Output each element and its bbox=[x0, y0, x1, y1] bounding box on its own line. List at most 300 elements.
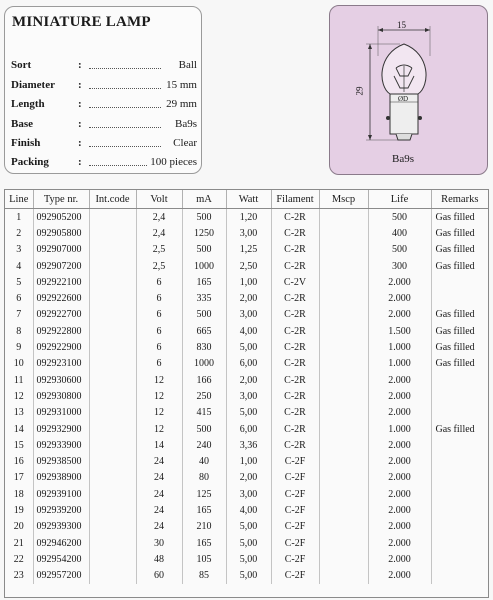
cell-intcode bbox=[89, 290, 136, 306]
cell-mscp bbox=[319, 470, 368, 486]
cell-volt: 6 bbox=[136, 290, 182, 306]
spec-colon: : bbox=[78, 79, 82, 91]
cell-type: 092905200 bbox=[33, 209, 89, 226]
cell-watt: 5,00 bbox=[226, 535, 271, 551]
table-row bbox=[5, 535, 488, 551]
cell-volt: 24 bbox=[136, 519, 182, 535]
cell-ma: 165 bbox=[182, 502, 226, 518]
cell-mscp bbox=[319, 339, 368, 355]
cell-watt: 1,25 bbox=[226, 242, 271, 258]
cell-type: 092939200 bbox=[33, 502, 89, 518]
cell-mscp bbox=[319, 323, 368, 339]
cell-watt: 3,00 bbox=[226, 307, 271, 323]
arrow-icon bbox=[425, 28, 430, 32]
cell-ma: 415 bbox=[182, 405, 226, 421]
cell-filament: C-2R bbox=[271, 323, 319, 339]
table-row bbox=[5, 502, 488, 518]
cell-life: 2.000 bbox=[368, 307, 431, 323]
cell-filament: C-2R bbox=[271, 225, 319, 241]
cell-mscp bbox=[319, 535, 368, 551]
cell-ma: 500 bbox=[182, 242, 226, 258]
spec-colon: : bbox=[78, 59, 82, 71]
spec-row-length bbox=[11, 98, 201, 116]
cell-filament: C-2F bbox=[271, 551, 319, 567]
cell-remarks: Gas filled bbox=[435, 342, 475, 354]
cell-type: 092922700 bbox=[33, 307, 89, 323]
cell-intcode bbox=[89, 209, 136, 226]
cell-watt: 1,00 bbox=[226, 274, 271, 290]
spec-row-diameter bbox=[11, 79, 201, 97]
table-row bbox=[5, 372, 488, 388]
cell-type: 092946200 bbox=[33, 535, 89, 551]
cell-life: 1.500 bbox=[368, 323, 431, 339]
cell-life: 2.000 bbox=[368, 470, 431, 486]
cell-type: 092932900 bbox=[33, 421, 89, 437]
cell-remarks bbox=[431, 568, 488, 584]
arrow-icon bbox=[368, 135, 372, 140]
cell-filament: C-2R bbox=[271, 405, 319, 421]
column-header: Remarks bbox=[431, 190, 488, 209]
column-header: Int.code bbox=[89, 190, 136, 209]
cell-volt: 24 bbox=[136, 502, 182, 518]
cell-volt: 12 bbox=[136, 372, 182, 388]
cell-type: 092922600 bbox=[33, 290, 89, 306]
cell-line: 13 bbox=[5, 405, 33, 421]
cell-mscp bbox=[319, 274, 368, 290]
cell-type: 092939100 bbox=[33, 486, 89, 502]
base-contact bbox=[396, 134, 412, 140]
cell-remarks: Gas filled bbox=[435, 309, 475, 321]
cell-line: 6 bbox=[5, 290, 33, 306]
table-row bbox=[5, 470, 488, 486]
spec-row-base bbox=[11, 118, 201, 136]
cell-intcode bbox=[89, 405, 136, 421]
cell-volt: 24 bbox=[136, 453, 182, 469]
cell-mscp bbox=[319, 356, 368, 372]
cell-line: 12 bbox=[5, 388, 33, 404]
cell-remarks: Gas filled bbox=[435, 227, 475, 239]
cell-intcode bbox=[89, 274, 136, 290]
cell-remarks: Gas filled bbox=[435, 325, 475, 337]
table-row bbox=[5, 437, 488, 453]
diameter-label: ØD bbox=[398, 95, 409, 103]
cell-volt: 2,4 bbox=[136, 225, 182, 241]
lamp-table bbox=[4, 189, 489, 598]
cell-intcode bbox=[89, 502, 136, 518]
cell-line: 23 bbox=[5, 568, 33, 584]
cell-line: 1 bbox=[5, 209, 33, 226]
cell-volt: 48 bbox=[136, 551, 182, 567]
cell-type: 092933900 bbox=[33, 437, 89, 453]
spec-value: Ball bbox=[178, 59, 197, 71]
cell-type: 092954200 bbox=[33, 551, 89, 567]
cell-remarks bbox=[431, 290, 488, 306]
column-header: Volt bbox=[136, 190, 182, 209]
spec-label: Diameter bbox=[11, 79, 55, 91]
cell-watt: 1,00 bbox=[226, 453, 271, 469]
cell-watt: 1,20 bbox=[226, 209, 271, 226]
cell-type: 092907200 bbox=[33, 258, 89, 274]
cell-line: 22 bbox=[5, 551, 33, 567]
cell-filament: C-2R bbox=[271, 290, 319, 306]
cell-intcode bbox=[89, 453, 136, 469]
cell-intcode bbox=[89, 421, 136, 437]
cell-remarks bbox=[431, 372, 488, 388]
spec-label: Finish bbox=[11, 137, 41, 149]
cell-line: 15 bbox=[5, 437, 33, 453]
table-row bbox=[5, 307, 488, 323]
base-type-label: Ba9s bbox=[392, 153, 414, 165]
cell-mscp bbox=[319, 242, 368, 258]
cell-remarks: Gas filled bbox=[435, 260, 475, 272]
cell-mscp bbox=[319, 421, 368, 437]
cell-type: 092930800 bbox=[33, 388, 89, 404]
cell-watt: 3,00 bbox=[226, 225, 271, 241]
cell-filament: C-2F bbox=[271, 535, 319, 551]
cell-line: 16 bbox=[5, 453, 33, 469]
arrow-icon bbox=[368, 44, 372, 49]
cell-mscp bbox=[319, 486, 368, 502]
cell-ma: 335 bbox=[182, 290, 226, 306]
cell-type: 092905800 bbox=[33, 225, 89, 241]
cell-watt: 3,00 bbox=[226, 388, 271, 404]
cell-volt: 6 bbox=[136, 339, 182, 355]
cell-type: 092930600 bbox=[33, 372, 89, 388]
table-row bbox=[5, 339, 488, 355]
spec-label: Sort bbox=[11, 59, 32, 71]
cell-ma: 210 bbox=[182, 519, 226, 535]
cell-volt: 24 bbox=[136, 486, 182, 502]
cell-remarks bbox=[431, 486, 488, 502]
cell-volt: 12 bbox=[136, 388, 182, 404]
cell-ma: 665 bbox=[182, 323, 226, 339]
cell-remarks bbox=[431, 519, 488, 535]
cell-intcode bbox=[89, 339, 136, 355]
column-header: Mscp bbox=[319, 190, 368, 209]
cell-life: 2.000 bbox=[368, 535, 431, 551]
table-row bbox=[5, 258, 488, 274]
cell-intcode bbox=[89, 307, 136, 323]
cell-remarks: Gas filled bbox=[435, 358, 475, 370]
spec-colon: : bbox=[78, 156, 82, 168]
spec-label: Packing bbox=[11, 156, 49, 168]
column-header: Life bbox=[368, 190, 431, 209]
cell-ma: 500 bbox=[182, 209, 226, 226]
cell-intcode bbox=[89, 323, 136, 339]
cell-intcode bbox=[89, 551, 136, 567]
cell-watt: 5,00 bbox=[226, 519, 271, 535]
table-row bbox=[5, 356, 488, 372]
cell-ma: 240 bbox=[182, 437, 226, 453]
spec-colon: : bbox=[78, 137, 82, 149]
table-row bbox=[5, 225, 488, 241]
cell-line: 14 bbox=[5, 421, 33, 437]
cell-remarks: Gas filled bbox=[435, 423, 475, 435]
spec-value: Ba9s bbox=[175, 118, 197, 130]
cell-filament: C-2R bbox=[271, 437, 319, 453]
cell-remarks bbox=[431, 470, 488, 486]
spec-row-finish bbox=[11, 137, 201, 155]
bayonet-pin bbox=[418, 116, 422, 120]
cell-ma: 500 bbox=[182, 307, 226, 323]
cell-ma: 165 bbox=[182, 535, 226, 551]
cell-line: 8 bbox=[5, 323, 33, 339]
cell-mscp bbox=[319, 225, 368, 241]
cell-ma: 830 bbox=[182, 339, 226, 355]
cell-filament: C-2V bbox=[271, 274, 319, 290]
cell-type: 092931000 bbox=[33, 405, 89, 421]
cell-intcode bbox=[89, 388, 136, 404]
cell-watt: 4,00 bbox=[226, 502, 271, 518]
cell-filament: C-2R bbox=[271, 209, 319, 226]
cell-remarks bbox=[431, 405, 488, 421]
cell-volt: 6 bbox=[136, 356, 182, 372]
spec-value: 100 pieces bbox=[150, 156, 197, 168]
column-header: Type nr. bbox=[33, 190, 89, 209]
column-header: Watt bbox=[226, 190, 271, 209]
cell-line: 3 bbox=[5, 242, 33, 258]
cell-mscp bbox=[319, 551, 368, 567]
cell-intcode bbox=[89, 258, 136, 274]
width-label: 15 bbox=[397, 20, 406, 30]
spec-colon: : bbox=[78, 98, 82, 110]
spec-card bbox=[4, 6, 202, 174]
cell-ma: 250 bbox=[182, 388, 226, 404]
cell-volt: 6 bbox=[136, 307, 182, 323]
spec-value: 15 mm bbox=[166, 79, 197, 91]
cell-filament: C-2R bbox=[271, 421, 319, 437]
cell-life: 2.000 bbox=[368, 453, 431, 469]
cell-watt: 6,00 bbox=[226, 356, 271, 372]
cell-type: 092907000 bbox=[33, 242, 89, 258]
cell-line: 2 bbox=[5, 225, 33, 241]
lamp-diagram-card bbox=[329, 5, 488, 175]
cell-life: 2.000 bbox=[368, 290, 431, 306]
table-row bbox=[5, 453, 488, 469]
cell-volt: 12 bbox=[136, 421, 182, 437]
cell-watt: 2,00 bbox=[226, 290, 271, 306]
cell-mscp bbox=[319, 307, 368, 323]
cell-life: 2.000 bbox=[368, 568, 431, 584]
cell-volt: 60 bbox=[136, 568, 182, 584]
cell-watt: 3,36 bbox=[226, 437, 271, 453]
cell-life: 2.000 bbox=[368, 486, 431, 502]
column-header: Filament bbox=[271, 190, 319, 209]
cell-line: 20 bbox=[5, 519, 33, 535]
cell-type: 092939300 bbox=[33, 519, 89, 535]
cell-volt: 24 bbox=[136, 470, 182, 486]
cell-mscp bbox=[319, 437, 368, 453]
cell-line: 9 bbox=[5, 339, 33, 355]
height-label: 29 bbox=[354, 86, 365, 96]
cell-ma: 125 bbox=[182, 486, 226, 502]
cell-watt: 2,00 bbox=[226, 470, 271, 486]
column-header: mA bbox=[182, 190, 226, 209]
cell-intcode bbox=[89, 225, 136, 241]
cell-filament: C-2R bbox=[271, 388, 319, 404]
cell-life: 2.000 bbox=[368, 519, 431, 535]
cell-life: 2.000 bbox=[368, 274, 431, 290]
table-row bbox=[5, 568, 488, 584]
cell-filament: C-2R bbox=[271, 356, 319, 372]
cell-watt: 6,00 bbox=[226, 421, 271, 437]
table-row bbox=[5, 551, 488, 567]
cell-watt: 5,00 bbox=[226, 405, 271, 421]
cell-line: 17 bbox=[5, 470, 33, 486]
cell-life: 2.000 bbox=[368, 502, 431, 518]
cell-filament: C-2F bbox=[271, 453, 319, 469]
cell-volt: 30 bbox=[136, 535, 182, 551]
cell-mscp bbox=[319, 519, 368, 535]
spec-colon: : bbox=[78, 118, 82, 130]
cell-remarks bbox=[431, 502, 488, 518]
table-row bbox=[5, 421, 488, 437]
cell-intcode bbox=[89, 535, 136, 551]
table-row bbox=[5, 209, 488, 226]
cell-filament: C-2R bbox=[271, 258, 319, 274]
cell-line: 19 bbox=[5, 502, 33, 518]
cell-ma: 500 bbox=[182, 421, 226, 437]
cell-type: 092938900 bbox=[33, 470, 89, 486]
spec-row-sort bbox=[11, 59, 201, 77]
cell-line: 4 bbox=[5, 258, 33, 274]
cell-filament: C-2R bbox=[271, 242, 319, 258]
cell-line: 7 bbox=[5, 307, 33, 323]
cell-volt: 2,5 bbox=[136, 242, 182, 258]
cell-remarks bbox=[431, 437, 488, 453]
spec-row-packing bbox=[11, 156, 201, 174]
table-row bbox=[5, 323, 488, 339]
cell-type: 092922900 bbox=[33, 339, 89, 355]
spec-value: 29 mm bbox=[166, 98, 197, 110]
cell-mscp bbox=[319, 209, 368, 226]
cell-mscp bbox=[319, 405, 368, 421]
cell-filament: C-2R bbox=[271, 372, 319, 388]
cell-volt: 14 bbox=[136, 437, 182, 453]
cell-ma: 165 bbox=[182, 274, 226, 290]
cell-filament: C-2F bbox=[271, 519, 319, 535]
cell-filament: C-2F bbox=[271, 486, 319, 502]
bayonet-pin bbox=[386, 116, 390, 120]
cell-ma: 105 bbox=[182, 551, 226, 567]
cell-mscp bbox=[319, 258, 368, 274]
cell-mscp bbox=[319, 372, 368, 388]
cell-life: 1.000 bbox=[368, 356, 431, 372]
cell-life: 2.000 bbox=[368, 372, 431, 388]
cell-ma: 1250 bbox=[182, 225, 226, 241]
cell-line: 10 bbox=[5, 356, 33, 372]
cell-mscp bbox=[319, 453, 368, 469]
cell-type: 092957200 bbox=[33, 568, 89, 584]
table-row bbox=[5, 290, 488, 306]
arrow-icon bbox=[378, 28, 383, 32]
cell-life: 2.000 bbox=[368, 437, 431, 453]
cell-intcode bbox=[89, 372, 136, 388]
cell-intcode bbox=[89, 486, 136, 502]
cell-intcode bbox=[89, 242, 136, 258]
cell-line: 11 bbox=[5, 372, 33, 388]
cell-remarks bbox=[431, 535, 488, 551]
cell-intcode bbox=[89, 437, 136, 453]
cell-type: 092922800 bbox=[33, 323, 89, 339]
cell-filament: C-2F bbox=[271, 568, 319, 584]
table-row bbox=[5, 242, 488, 258]
cell-mscp bbox=[319, 290, 368, 306]
cell-remarks: Gas filled bbox=[435, 244, 475, 256]
cell-line: 18 bbox=[5, 486, 33, 502]
cell-watt: 2,00 bbox=[226, 372, 271, 388]
cell-ma: 80 bbox=[182, 470, 226, 486]
cell-life: 2.000 bbox=[368, 551, 431, 567]
cell-type: 092923100 bbox=[33, 356, 89, 372]
cell-life: 500 bbox=[368, 209, 431, 226]
cell-watt: 5,00 bbox=[226, 568, 271, 584]
cell-life: 2.000 bbox=[368, 388, 431, 404]
cell-ma: 85 bbox=[182, 568, 226, 584]
spec-value: Clear bbox=[173, 137, 197, 149]
cell-life: 400 bbox=[368, 225, 431, 241]
cell-type: 092922100 bbox=[33, 274, 89, 290]
cell-line: 21 bbox=[5, 535, 33, 551]
cell-watt: 5,00 bbox=[226, 339, 271, 355]
spec-label: Base bbox=[11, 118, 33, 130]
cell-mscp bbox=[319, 568, 368, 584]
cell-ma: 166 bbox=[182, 372, 226, 388]
spec-label: Length bbox=[11, 98, 45, 110]
cell-life: 1.000 bbox=[368, 339, 431, 355]
table-row bbox=[5, 388, 488, 404]
cell-life: 1.000 bbox=[368, 421, 431, 437]
cell-life: 500 bbox=[368, 242, 431, 258]
cell-volt: 12 bbox=[136, 405, 182, 421]
cell-intcode bbox=[89, 470, 136, 486]
cell-filament: C-2R bbox=[271, 339, 319, 355]
cell-watt: 4,00 bbox=[226, 323, 271, 339]
cell-filament: C-2F bbox=[271, 470, 319, 486]
cell-remarks: Gas filled bbox=[435, 211, 475, 223]
table-row bbox=[5, 405, 488, 421]
table-row bbox=[5, 519, 488, 535]
cell-remarks bbox=[431, 388, 488, 404]
table-row bbox=[5, 486, 488, 502]
cell-mscp bbox=[319, 388, 368, 404]
cell-line: 5 bbox=[5, 274, 33, 290]
cell-remarks bbox=[431, 274, 488, 290]
cell-volt: 6 bbox=[136, 274, 182, 290]
cell-remarks bbox=[431, 453, 488, 469]
cell-watt: 5,00 bbox=[226, 551, 271, 567]
spec-title: MINIATURE LAMP bbox=[12, 14, 151, 30]
cell-watt: 3,00 bbox=[226, 486, 271, 502]
cell-mscp bbox=[319, 502, 368, 518]
cell-volt: 6 bbox=[136, 323, 182, 339]
cell-remarks bbox=[431, 551, 488, 567]
cell-intcode bbox=[89, 519, 136, 535]
column-header: Line bbox=[5, 190, 33, 209]
cell-ma: 1000 bbox=[182, 356, 226, 372]
table-row bbox=[5, 274, 488, 290]
cell-volt: 2,4 bbox=[136, 209, 182, 226]
cell-volt: 2,5 bbox=[136, 258, 182, 274]
cell-ma: 1000 bbox=[182, 258, 226, 274]
cell-watt: 2,50 bbox=[226, 258, 271, 274]
cell-intcode bbox=[89, 568, 136, 584]
cell-type: 092938500 bbox=[33, 453, 89, 469]
cell-life: 2.000 bbox=[368, 405, 431, 421]
cell-filament: C-2F bbox=[271, 502, 319, 518]
cell-filament: C-2R bbox=[271, 307, 319, 323]
cell-ma: 40 bbox=[182, 453, 226, 469]
